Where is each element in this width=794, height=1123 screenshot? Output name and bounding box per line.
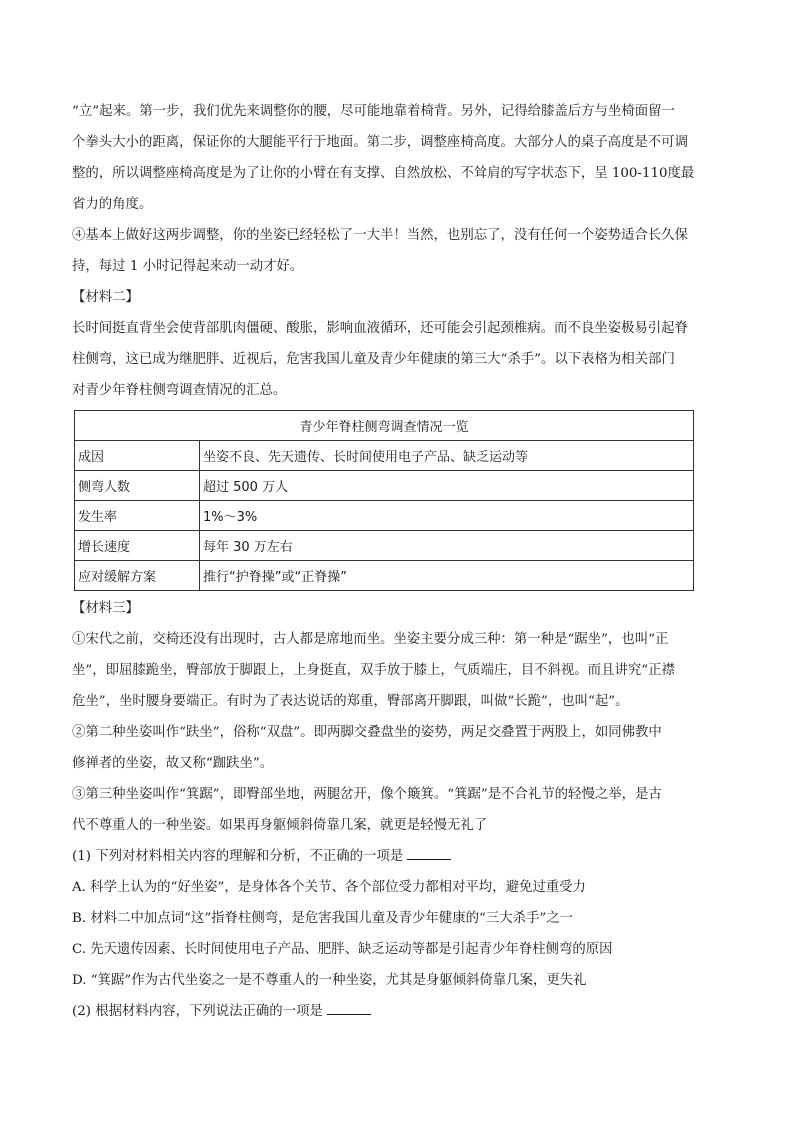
scoliosis-survey-table — [74, 410, 694, 591]
document-page — [72, 96, 722, 1027]
question-1 — [72, 841, 722, 872]
table-row — [75, 561, 694, 591]
text-line: 整的，所以调整座椅高度是为了让你的小臂在有支撑、自然放松、不耸肩的写字状态下，呈 100-110度最 — [72, 166, 695, 181]
text-line: 坐”，即屈膝跪坐，臀部放于脚跟上，上身挺直，双手放于膝上，气质端庄，目不斜视。而且讲究“正襟 — [72, 663, 675, 678]
row-label: 成因 — [75, 441, 200, 471]
text-line: 长时间挺直背坐会使背部肌肉僵硬、酸胀，影响血液循环，还可能会引起颈椎病。而不良坐姿极易引起脊 — [72, 321, 688, 336]
question-2-text: (2) 根据材料内容，下列说法正确的一项是 — [72, 1004, 323, 1019]
table-caption: 青少年脊柱侧弯调查情况一览 — [75, 411, 694, 441]
row-value: 超过 500 万人 — [200, 471, 694, 501]
text-line: ④基本上做好这两步调整，你的坐姿已经轻松了一大半！当然，也别忘了，没有任何一个姿势适合长久保 — [72, 228, 688, 243]
text-line: “立”起来。第一步，我们优先来调整你的腰，尽可能地靠着椅背。另外，记得给膝盖后方与坐椅面留一 — [72, 104, 675, 119]
row-label: 增长速度 — [75, 531, 200, 561]
row-label: 应对缓解方案 — [75, 561, 200, 591]
text-line: 个拳头大小的距离，保证你的大腿能平行于地面。第二步，调整座椅高度。大部分人的桌子高度是不可调 — [72, 135, 688, 150]
text-line: 柱侧弯，这已成为继肥胖、近视后，危害我国儿童及青少年健康的第三大“杀手”。以下表格为相关部门 — [72, 352, 675, 367]
questions-section — [72, 841, 722, 1027]
table-row — [75, 471, 694, 501]
material-three-section — [72, 593, 722, 841]
row-value: 每年 30 万左右 — [200, 531, 694, 561]
text-line: 代不尊重人的一种坐姿。如果再身躯倾斜倚靠几案，就更是轻慢无礼了 — [72, 818, 488, 833]
table-caption-row — [75, 411, 694, 441]
question-1-text: (1) 下列对材料相关内容的理解和分析，不正确的一项是 — [72, 849, 404, 864]
text-line: ①宋代之前，交椅还没有出现时，古人都是席地而坐。坐姿主要分成三种：第一种是“踞坐”，也叫“正 — [72, 632, 669, 647]
text-line: 对青少年脊柱侧弯调查情况的汇总。 — [72, 383, 287, 398]
text-line: 持，每过 1 小时记得起来动一动才好。 — [72, 259, 304, 274]
intro-section — [72, 96, 722, 282]
row-label: 侧弯人数 — [75, 471, 200, 501]
answer-blank[interactable] — [407, 845, 451, 860]
table-row — [75, 441, 694, 471]
answer-blank[interactable] — [327, 1000, 371, 1015]
row-value: 坐姿不良、先天遗传、长时间使用电子产品、缺乏运动等 — [200, 441, 694, 471]
row-value: 推行“护脊操”或“正脊操” — [200, 561, 694, 591]
option-c: C. 先天遗传因素、长时间使用电子产品、肥胖、缺乏运动等都是引起青少年脊柱侧弯的原因 — [72, 942, 613, 957]
text-line: 省力的角度。 — [72, 197, 153, 212]
option-d: D. “箕踞”作为古代坐姿之一是不尊重人的一种坐姿，尤其是身躯倾斜倚靠几案，更失礼 — [72, 973, 587, 988]
section-heading: 【材料三】 — [72, 601, 139, 616]
option-a: A. 科学上认为的“好坐姿”，是身体各个关节、各个部位受力都相对平均，避免过重受力 — [72, 880, 586, 895]
text-line: ③第三种坐姿叫作“箕踞”，即臀部坐地，两腿岔开，像个簸箕。“箕踞”是不合礼节的轻慢之举，是古 — [72, 787, 662, 802]
table-row — [75, 501, 694, 531]
row-value: 1%～3% — [200, 501, 694, 531]
row-label: 发生率 — [75, 501, 200, 531]
table-row — [75, 531, 694, 561]
question-2 — [72, 996, 722, 1027]
material-two-section — [72, 282, 722, 591]
option-b: B. 材料二中加点词“这”指脊柱侧弯，是危害我国儿童及青少年健康的“三大杀手”之一 — [72, 911, 574, 926]
section-heading: 【材料二】 — [72, 290, 139, 305]
text-line: 危坐”，坐时腰身要端正。有时为了表达说话的郑重，臀部离开脚跟，叫做“长跪”，也叫“起”。 — [72, 694, 629, 709]
text-line: ②第二种坐姿叫作“趺坐”，俗称“双盘”。即两脚交叠盘坐的姿势，两足交叠置于两股上，如同佛教中 — [72, 725, 662, 740]
text-line: 修禅者的坐姿，故又称“跏趺坐”。 — [72, 756, 274, 771]
